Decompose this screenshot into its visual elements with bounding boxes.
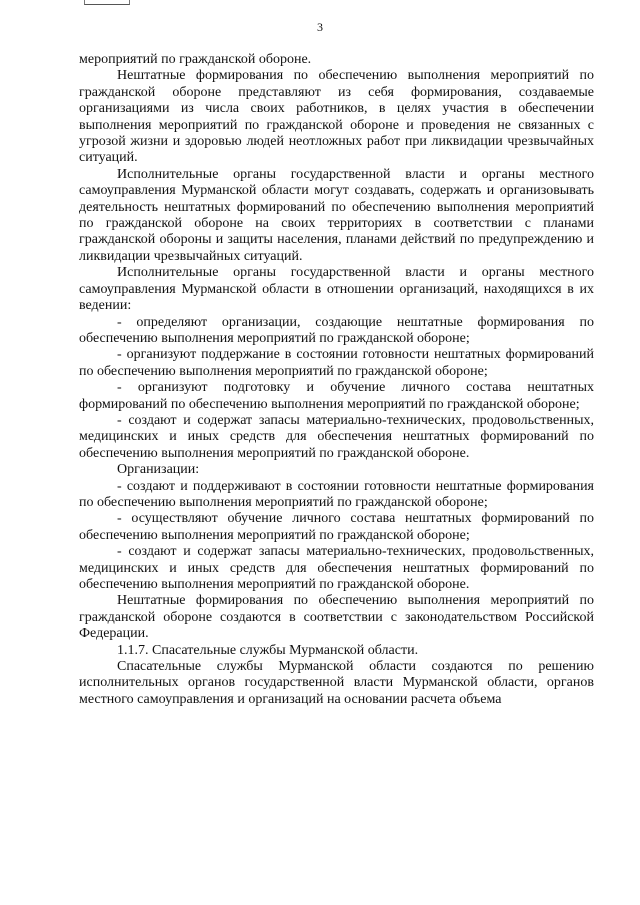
paragraph: Исполнительные органы государственной власти и органы местного самоуправления Мурманской области в отношении организаций, находящихся в их ведении: [79,265,594,314]
list-item: - организуют подготовку и обучение личного состава нештатных формирований по обеспечению выполнения мероприятий по гражданской обороне; [79,380,594,412]
paragraph-continuation: мероприятий по гражданской обороне. [79,52,312,67]
list-item: - создают и содержат запасы материально-технических, продовольственных, медицинских и иных средств для обеспечения нештатных формирований по обеспечению выполнения мероприятий по гражданской обороне. [79,544,594,592]
paragraph: Исполнительные органы государственной власти и органы местного самоуправления Мурманской области могут создавать, содержать и организовывать деятельность нештатных формирований по обеспечению выполнения мероприятий по гражданской обороне на своих территориях в соответствии с планами гражданской обороны и защиты населения, планами действий по предупреждению и ликвидации чрезвычайных ситуаций. [79,166,594,264]
paragraph: Нештатные формирования по обеспечению выполнения мероприятий по гражданской обороне создаются в соответствии с законодательством Российской Федерации. [79,593,594,642]
paragraph: Спасательные службы Мурманской области создаются по решению исполнительных органов государственной власти Мурманской области, органов местного самоуправления и организаций на основании расчета объема [79,659,594,707]
document-body [79,52,594,708]
section-heading: 1.1.7. Спасательные службы Мурманской области. [117,642,419,658]
list-item: - организуют поддержание в состоянии готовности нештатных формирований по обеспечению выполнения мероприятий по гражданской обороне; [79,347,594,379]
list-item: - создают и поддерживают в состоянии готовности нештатные формирования по обеспечению выполнения мероприятий по гражданской обороне; [79,478,594,510]
paragraph: Нештатные формирования по обеспечению выполнения мероприятий по гражданской обороне представляют из себя формирования, создаваемые организациями из числа своих работников, в целях участия в обеспечении выполнения мероприятий по гражданской обороне и проведения не связанных с угрозой жизни и здоровью людей неотложных работ при ликвидации чрезвычайных ситуаций. [79,68,594,166]
list-item: - определяют организации, создающие нештатные формирования по обеспечению выполнения мероприятий по гражданской обороне; [79,314,594,346]
list-item: - создают и содержат запасы материально-технических, продовольственных, медицинских и иных средств для обеспечения нештатных формирований по обеспечению выполнения мероприятий по гражданской обороне. [79,412,594,461]
list-item: - осуществляют обучение личного состава нештатных формирований по обеспечению выполнения мероприятий по гражданской обороне; [79,511,594,543]
page-number: 3 [317,20,323,34]
scan-edge-mark [84,0,130,5]
paragraph-heading: Организации: [117,462,200,478]
